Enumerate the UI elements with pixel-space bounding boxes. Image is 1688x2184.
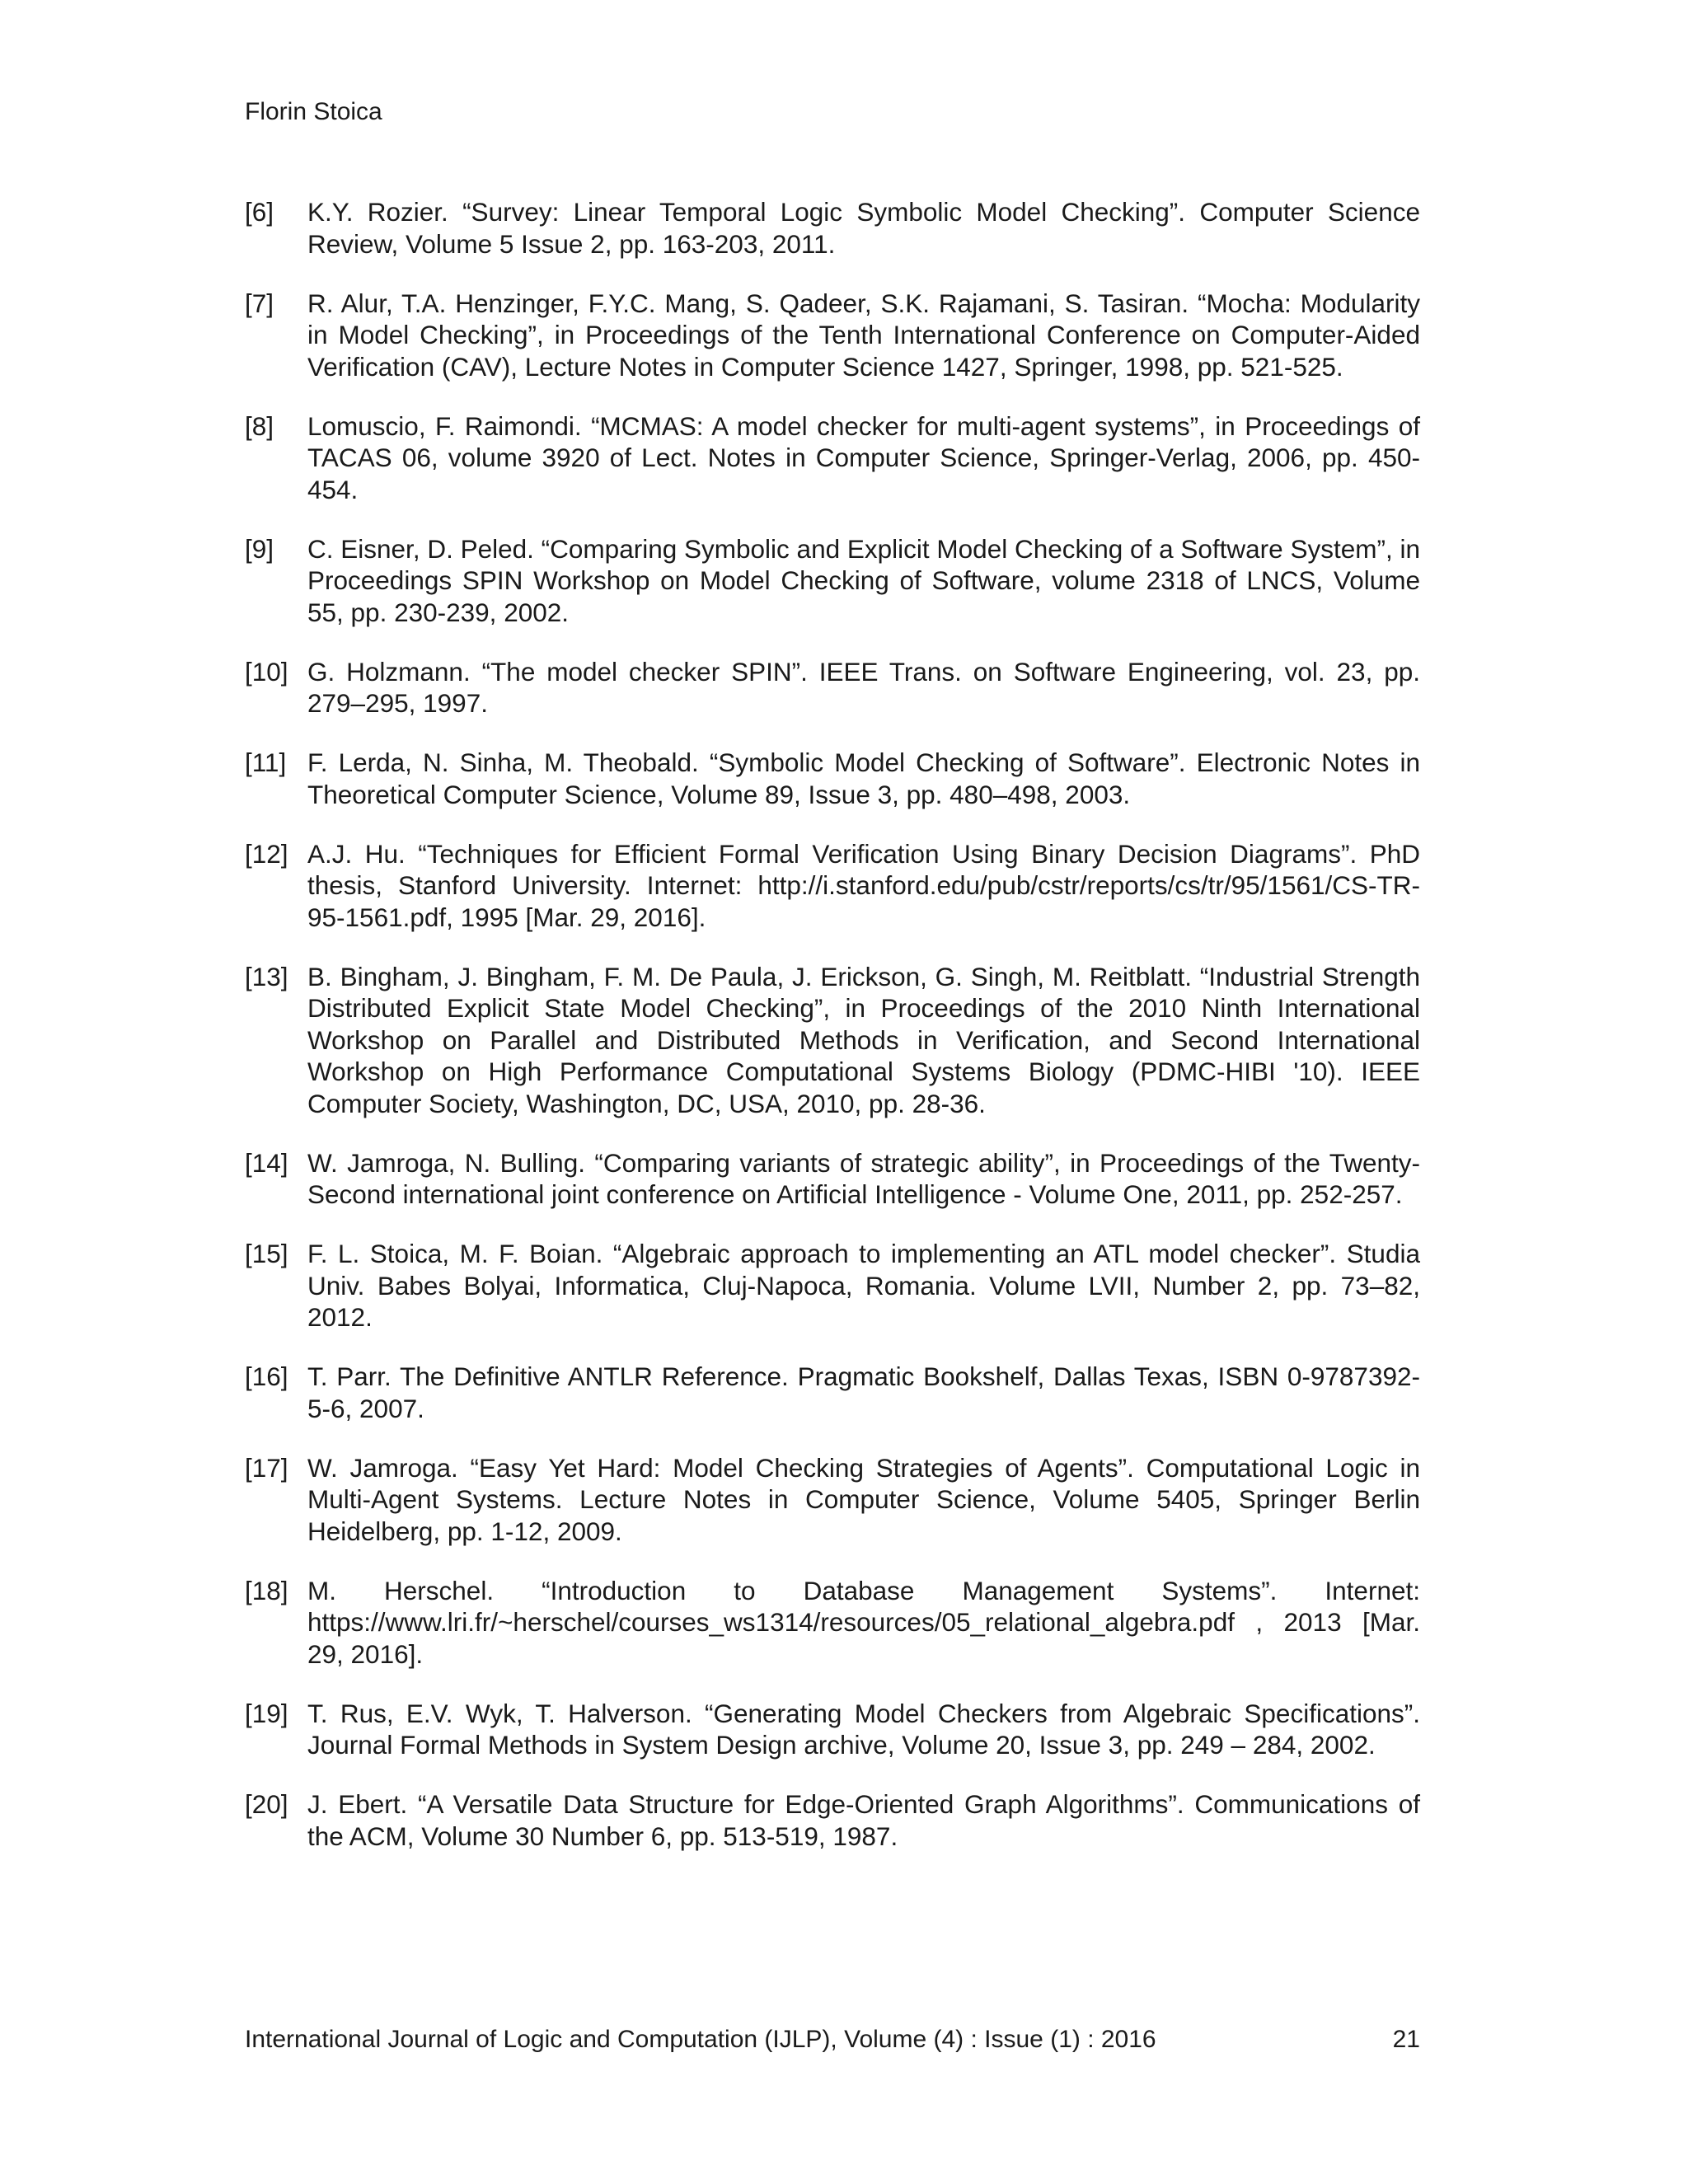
reference-text: J. Ebert. “A Versatile Data Structure for Edge-Oriented Graph Algorithms”. Communications of the ACM, Volume 30 Number 6, pp. 513-519, 1987. (307, 1789, 1420, 1851)
reference-label: [8] (245, 410, 274, 441)
reference-item (245, 1788, 1420, 1852)
reference-item (245, 196, 1420, 260)
reference-label: [20] (245, 1789, 288, 1819)
reference-label: [16] (245, 1361, 288, 1391)
reference-item (245, 533, 1420, 629)
reference-label: [7] (245, 288, 274, 318)
reference-label: [12] (245, 838, 288, 869)
reference-label: [14] (245, 1147, 288, 1178)
reference-label: [15] (245, 1239, 288, 1268)
reference-list (245, 196, 1420, 1880)
reference-item (245, 410, 1420, 506)
reference-label: [9] (245, 533, 274, 564)
reference-label: [18] (245, 1575, 288, 1605)
reference-text: B. Bingham, J. Bingham, F. M. De Paula, J. Erickson, G. Singh, M. Reitblatt. “Industrial Strength Distributed Explicit State Model Checking”, in Proceedings of the 2010 Ninth International Workshop on Parallel and Distributed Methods in Verification, and Second International Workshop on High Performance Computational Systems Biology (PDMC-HIBI '10). IEEE Computer Society, Washington, DC, USA, 2010, pp. 28-36. (307, 961, 1420, 1118)
reference-text: F. L. Stoica, M. F. Boian. “Algebraic approach to implementing an ATL model checker”. Studia Univ. Babes Bolyai, Informatica, Cluj-Napoca, Romania. Volume LVII, Number 2, pp. 73–82, 2012. (307, 1239, 1420, 1332)
footer-page-number: 21 (1392, 2026, 1420, 2053)
reference-label: [17] (245, 1452, 288, 1483)
reference-text: K.Y. Rozier. “Survey: Linear Temporal Logic Symbolic Model Checking”. Computer Science Review, Volume 5 Issue 2, pp. 163-203, 2011. (307, 197, 1420, 259)
reference-item (245, 838, 1420, 934)
reference-item (245, 747, 1420, 810)
reference-label: [11] (245, 748, 287, 777)
reference-text: A.J. Hu. “Techniques for Efficient Formal Verification Using Binary Decision Diagrams”. PhD thesis, Stanford University. Internet: http://i.stanford.edu/pub/cstr/reports/cs/tr/95/1561/CS-TR-95-1561.pdf, 1995 [Mar. 29, 2016]. (307, 838, 1420, 932)
reference-text: W. Jamroga. “Easy Yet Hard: Model Checking Strategies of Agents”. Computational Logic in Multi-Agent Systems. Lecture Notes in Computer Science, Volume 5405, Springer Berlin Heidelberg, pp. 1-12, 2009. (307, 1452, 1420, 1546)
reference-text: Lomuscio, F. Raimondi. “MCMAS: A model checker for multi-agent systems”, in Proceedings of TACAS 06, volume 3920 of Lect. Notes in Computer Science, Springer-Verlag, 2006, pp. 450-454. (307, 410, 1420, 504)
reference-item (245, 288, 1420, 383)
footer-journal-citation: International Journal of Logic and Computation (IJLP), Volume (4) : Issue (1) : 2016 (245, 2026, 1156, 2053)
reference-item (245, 656, 1420, 719)
reference-label: [6] (245, 197, 274, 227)
reference-item (245, 1147, 1420, 1211)
running-head-author: Florin Stoica (245, 98, 382, 125)
reference-text: C. Eisner, D. Peled. “Comparing Symbolic and Explicit Model Checking of a Software System”, in Proceedings SPIN Workshop on Model Checking of Software, volume 2318 of LNCS, Volume 55, pp. 230-239, 2002. (307, 533, 1420, 627)
reference-item (245, 1452, 1420, 1548)
reference-label: [19] (245, 1698, 288, 1728)
reference-item (245, 1698, 1420, 1761)
reference-text: T. Rus, E.V. Wyk, T. Halverson. “Generating Model Checkers from Algebraic Specifications”. Journal Formal Methods in System Design archive, Volume 20, Issue 3, pp. 249 – 284, 2002. (307, 1698, 1420, 1760)
reference-text: M. Herschel. “Introduction to Database Management Systems”. Internet: https://www.lri.fr/~herschel/courses_ws1314/resources/05_relational_algebra.pdf , 2013 [Mar. 29, 2016]. (307, 1575, 1420, 1669)
reference-text: W. Jamroga, N. Bulling. “Comparing variants of strategic ability”, in Proceedings of the Twenty-Second international joint conference on Artificial Intelligence - Volume One, 2011, pp. 252-257. (307, 1147, 1420, 1209)
reference-text: T. Parr. The Definitive ANTLR Reference. Pragmatic Bookshelf, Dallas Texas, ISBN 0-9787392-5-6, 2007. (307, 1361, 1420, 1423)
reference-label: [10] (245, 656, 288, 687)
reference-item (245, 1575, 1420, 1671)
reference-text: R. Alur, T.A. Henzinger, F.Y.C. Mang, S. Qadeer, S.K. Rajamani, S. Tasiran. “Mocha: Modularity in Model Checking”, in Proceedings of the Tenth International Conference on Computer-Aided Verification (CAV), Lecture Notes in Computer Science 1427, Springer, 1998, pp. 521-525. (307, 288, 1420, 382)
reference-item (245, 961, 1420, 1120)
reference-item (245, 1238, 1420, 1333)
reference-item (245, 1361, 1420, 1424)
reference-text: F. Lerda, N. Sinha, M. Theobald. “Symbolic Model Checking of Software”. Electronic Notes in Theoretical Computer Science, Volume 89, Issue 3, pp. 480–498, 2003. (307, 748, 1420, 809)
reference-label: [13] (245, 961, 288, 991)
reference-text: G. Holzmann. “The model checker SPIN”. IEEE Trans. on Software Engineering, vol. 23, pp. 279–295, 1997. (307, 656, 1420, 718)
